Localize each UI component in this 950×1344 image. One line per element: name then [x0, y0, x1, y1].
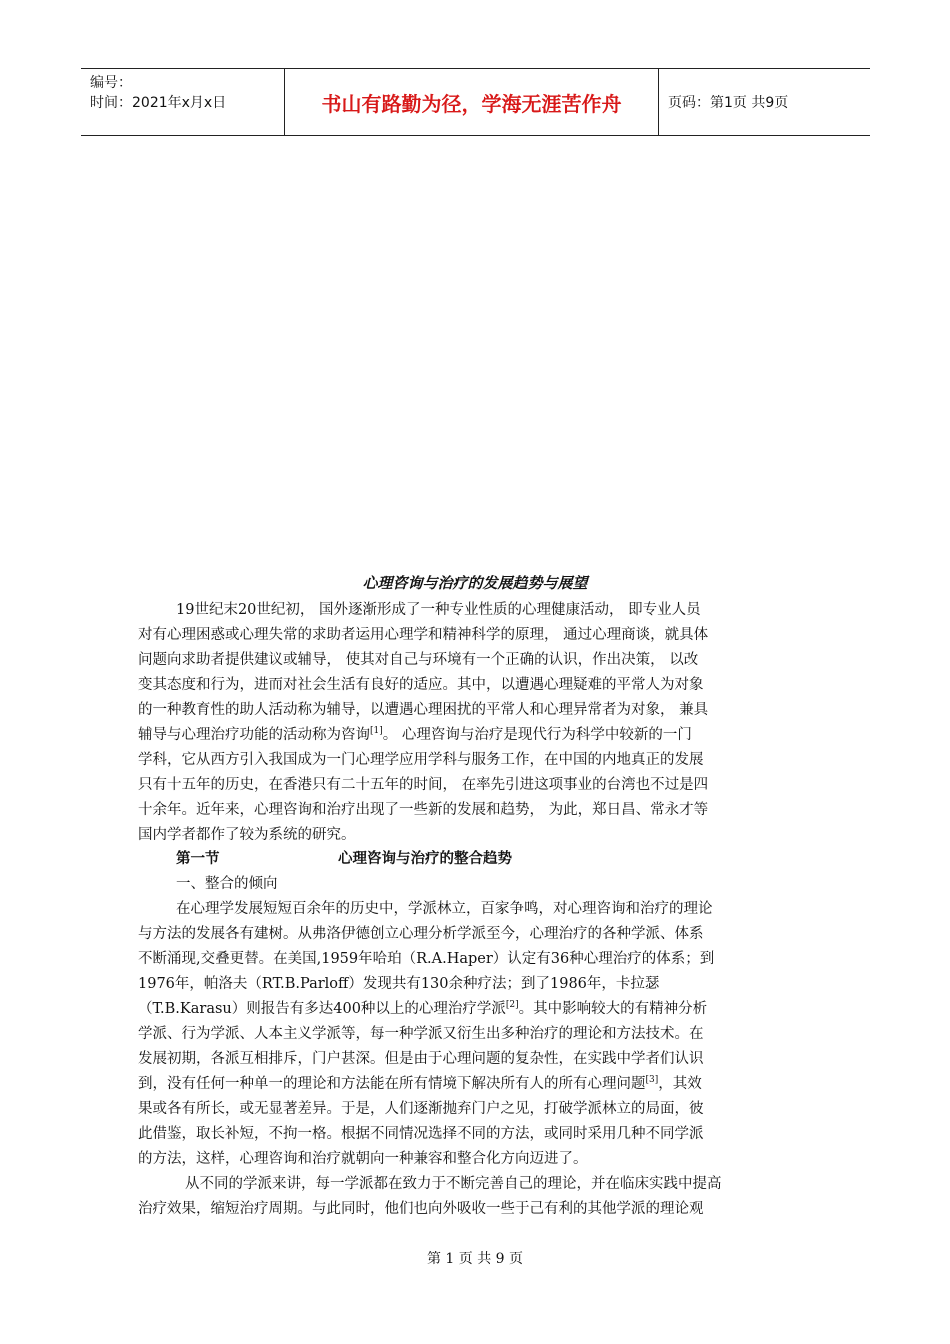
header-motto: 书山有路勤为径，学海无涯苦作舟: [284, 69, 659, 135]
text-line: 从不同的学派来讲，每一学派都在致力于不断完善自己的理论，并在临床实践中提高: [185, 1176, 722, 1192]
text-line: 治疗效果，缩短治疗周期。与此同时，他们也向外吸收一些于己有利的其他学派的理论观: [138, 1201, 704, 1217]
text-line: 1976年，帕洛夫（RT.B.Parloff）发现共有130余种疗法；到了1986年，卡拉瑟: [138, 976, 660, 992]
text-line: 学科，它从西方引入我国成为一门心理学应用学科与服务工作，在中国的内地真正的发展: [138, 752, 704, 768]
text-line: 的方法，这样，心理咨询和治疗就朝向一种兼容和整合化方向迈进了。: [138, 1151, 588, 1167]
text-line: 到，没有任何一种单一的理论和方法能在所有情境下解决所有人的所有心理问题[3]，其效: [138, 1075, 702, 1092]
text-line: 对有心理困惑或心理失常的求助者运用心理学和精神科学的原理， 通过心理商谈，就具体: [138, 627, 709, 643]
text-line: 的一种教育性的助人活动称为辅导，以遭遇心理困扰的平常人和心理异常者为对象， 兼具: [138, 702, 709, 718]
text-line: 发展初期，各派互相排斥，门户甚深。但是由于心理问题的复杂性，在实践中学者们认识: [138, 1051, 704, 1067]
text-line: 变其态度和行为，进而对社会生活有良好的适应。其中，以遭遇心理疑难的平常人为对象: [138, 677, 704, 693]
text-line: 此借鉴，取长补短，不拘一格。根据不同情况选择不同的方法，或同时采用几种不同学派: [138, 1126, 704, 1142]
citation-ref: [1]: [370, 726, 383, 737]
page-header: [81, 68, 870, 136]
subsection-heading: 一、整合的倾向: [176, 876, 278, 892]
text-line: 19世纪末20世纪初， 国外逐渐形成了一种专业性质的心理健康活动， 即专业人员: [176, 602, 701, 618]
text-line: 不断涌现,交叠更替。在美国,1959年哈珀（R.A.Haper）认定有36种心理治疗的体系；到: [138, 951, 715, 967]
text-line: 学派、行为学派、人本主义学派等，每一种学派又衍生出多种治疗的理论和方法技术。在: [138, 1026, 704, 1042]
text-line: 只有十五年的历史，在香港只有二十五年的时间， 在率先引进这项事业的台湾也不过是四: [138, 777, 709, 793]
text-line: （T.B.Karasu）则报告有多达400种以上的心理治疗学派[2]。其中影响较大的有精神分析: [138, 1000, 708, 1017]
header-page-number: 页码：第1页 共9页: [668, 95, 789, 111]
text-line: 国内学者都作了较为系统的研究。: [138, 827, 356, 843]
citation-ref: [2]: [505, 1000, 519, 1011]
section-title: 心理咨询与治疗的整合趋势: [338, 851, 512, 867]
text-line: 果或各有所长，或无显著差异。于是，人们逐渐抛弃门户之见，打破学派林立的局面，彼: [138, 1101, 704, 1117]
text-line: 在心理学发展短短百余年的历史中，学派林立，百家争鸣，对心理咨询和治疗的理论: [176, 901, 713, 917]
text-line: 与方法的发展各有建树。从弗洛伊德创立心理分析学派至今，心理治疗的各种学派、体系: [138, 926, 704, 942]
text-line: 问题向求助者提供建议或辅导， 使其对自己与环境有一个正确的认识，作出决策， 以改: [138, 652, 699, 668]
page-footer: 第 1 页 共 9 页: [426, 1251, 524, 1267]
text-line: 辅导与心理治疗功能的活动称为咨询[1]。 心理咨询与治疗是现代行为科学中较新的一门: [138, 726, 692, 743]
text-line: 十余年。近年来，心理咨询和治疗出现了一些新的发展和趋势， 为此，郑日昌、常永才等: [138, 802, 709, 818]
article-title: 心理咨询与治疗的发展趋势与展望: [362, 574, 588, 592]
citation-ref: [3]: [645, 1075, 659, 1086]
header-info: [81, 69, 284, 135]
document-number: 编号：: [90, 75, 132, 91]
section-number: 第一节: [176, 851, 220, 867]
document-time: 时间：2021年x月x日: [90, 95, 227, 111]
